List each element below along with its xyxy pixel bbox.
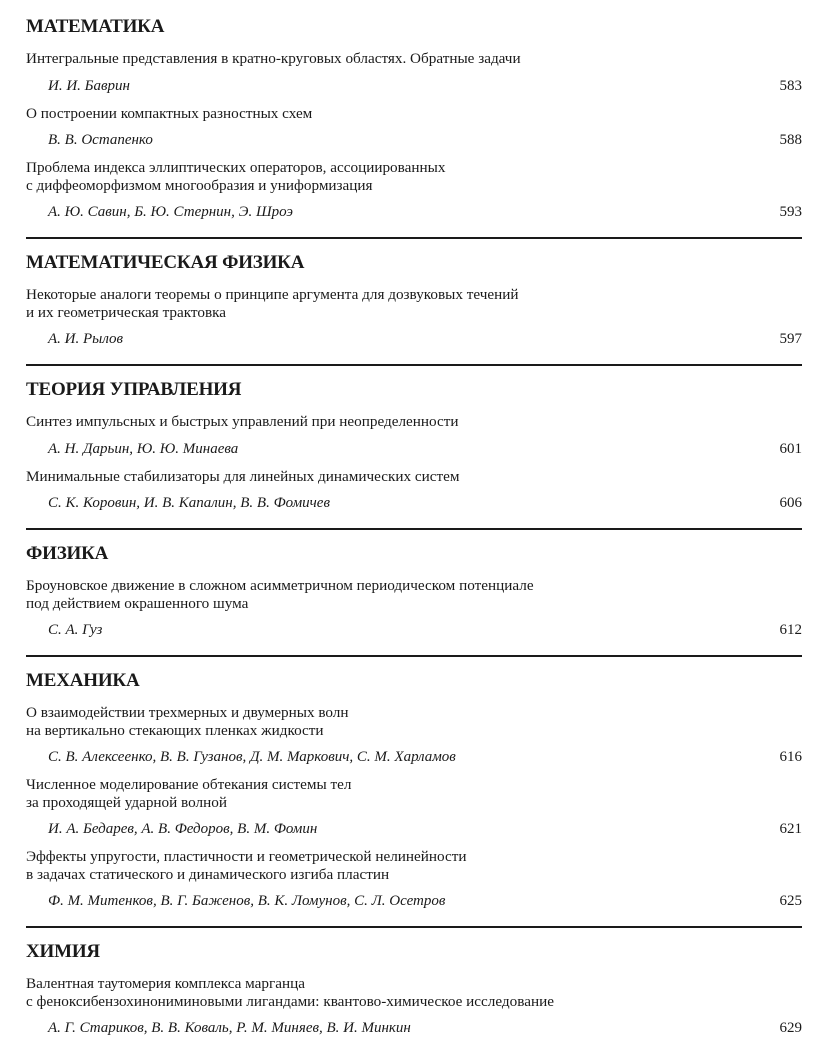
toc-section [26,364,802,528]
toc-entry[interactable] [26,286,802,348]
article-authors: А. Н. Дарьин, Ю. Ю. Минаева [48,440,239,457]
article-title-line: Синтез импульсных и быстрых управлений при неопределенности [26,413,459,430]
page-number[interactable]: 597 [779,331,802,347]
toc-section [26,0,802,237]
author-row [26,892,802,910]
toc-entry[interactable] [26,413,802,458]
author-row [26,748,802,766]
author-row [26,494,802,512]
page-number[interactable]: 593 [779,204,802,220]
table-of-contents [26,0,802,1053]
article-authors: И. И. Баврин [48,77,130,94]
section-spacer [26,221,802,237]
section-title: МЕХАНИКА [26,670,140,691]
page-number[interactable]: 588 [779,132,802,148]
article-title [26,413,802,431]
article-authors: С. А. Гуз [48,622,103,638]
article-authors: А. Г. Стариков, В. В. Коваль, Р. М. Миняев, В. И. Минкин [48,1020,411,1036]
article-title-line: с феноксибензохинониминовыми лигандами: квантово-химическое исследование [26,992,554,1010]
article-title [26,848,802,883]
article-title-line: с диффеоморфизмом многообразия и униформизация [26,176,373,194]
article-title-line: Численное моделирование обтекания системы тел [26,776,352,793]
toc-entry[interactable] [26,468,802,513]
page-number[interactable]: 612 [779,622,802,638]
toc-section [26,655,802,926]
article-title [26,776,802,811]
article-title-line: Эффекты упругости, пластичности и геометрической нелинейности [26,848,467,865]
article-authors: А. Ю. Савин, Б. Ю. Стернин, Э. Шроэ [48,204,294,220]
article-title-line: за проходящей ударной волной [26,793,227,811]
author-row [26,203,802,221]
article-authors: В. В. Остапенко [48,132,153,148]
section-title: ТЕОРИЯ УПРАВЛЕНИЯ [26,379,242,400]
toc-entry[interactable] [26,704,802,766]
section-spacer [26,910,802,926]
section-title: ФИЗИКА [26,543,109,564]
author-row [26,131,802,149]
toc-section [26,528,802,655]
article-title-line: О построении компактных разностных схем [26,104,313,122]
page-number[interactable]: 583 [779,77,802,94]
section-spacer [26,639,802,655]
article-title [26,159,802,194]
article-title [26,105,802,123]
section-spacer [26,1037,802,1053]
article-title-line: и их геометрическая трактовка [26,303,227,321]
author-row [26,440,802,458]
article-title-line: на вертикально стекающих пленках жидкости [26,721,324,739]
article-title-line: О взаимодействии трехмерных и двумерных волн [26,704,349,721]
article-title-line: под действием окрашенного шума [26,594,249,612]
article-title-line: в задачах статического и динамического изгиба пластин [26,865,390,883]
author-row [26,77,802,95]
article-authors: С. К. Коровин, И. В. Капалин, В. В. Фомичев [48,495,330,511]
article-title-line: Минимальные стабилизаторы для линейных динамических систем [26,467,460,485]
article-title [26,577,802,612]
toc-entry[interactable] [26,776,802,838]
article-authors: Ф. М. Митенков, В. Г. Баженов, В. К. Ломунов, С. Л. Осетров [48,893,446,909]
page-number[interactable]: 629 [779,1020,802,1036]
page-number[interactable]: 606 [779,495,802,511]
author-row [26,1019,802,1037]
toc-entry[interactable] [26,577,802,639]
toc-entry[interactable] [26,105,802,150]
toc-entry[interactable] [26,159,802,221]
article-title [26,286,802,321]
article-title-line: Некоторые аналоги теоремы о принципе аргумента для дозвуковых течений [26,286,519,303]
article-authors: А. И. Рылов [48,331,124,347]
section-title: ХИМИЯ [26,941,100,962]
article-title-line: Интегральные представления в кратно-круговых областях. Обратные задачи [26,50,521,67]
article-title [26,468,802,486]
page-number[interactable]: 621 [779,821,802,837]
author-row [26,330,802,348]
section-spacer [26,348,802,364]
article-authors: С. В. Алексеенко, В. В. Гузанов, Д. М. Маркович, С. М. Харламов [48,749,456,765]
article-title [26,50,802,68]
author-row [26,621,802,639]
page-number[interactable]: 616 [779,749,802,765]
toc-entry[interactable] [26,975,802,1037]
page-number[interactable]: 601 [779,440,802,457]
toc-section [26,237,802,364]
page-number[interactable]: 625 [779,893,802,909]
section-title: МАТЕМАТИЧЕСКАЯ ФИЗИКА [26,252,305,273]
section-title: МАТЕМАТИКА [26,16,165,37]
article-title [26,704,802,739]
article-title-line: Броуновское движение в сложном асимметричном периодическом потенциале [26,577,534,594]
toc-section [26,926,802,1053]
article-title-line: Валентная таутомерия комплекса марганца [26,975,305,992]
article-title-line: Проблема индекса эллиптических операторов, ассоциированных [26,159,446,176]
toc-entry[interactable] [26,50,802,95]
article-title [26,975,802,1010]
article-authors: И. А. Бедарев, А. В. Федоров, В. М. Фомин [48,821,318,837]
author-row [26,820,802,838]
section-spacer [26,512,802,528]
toc-entry[interactable] [26,848,802,910]
